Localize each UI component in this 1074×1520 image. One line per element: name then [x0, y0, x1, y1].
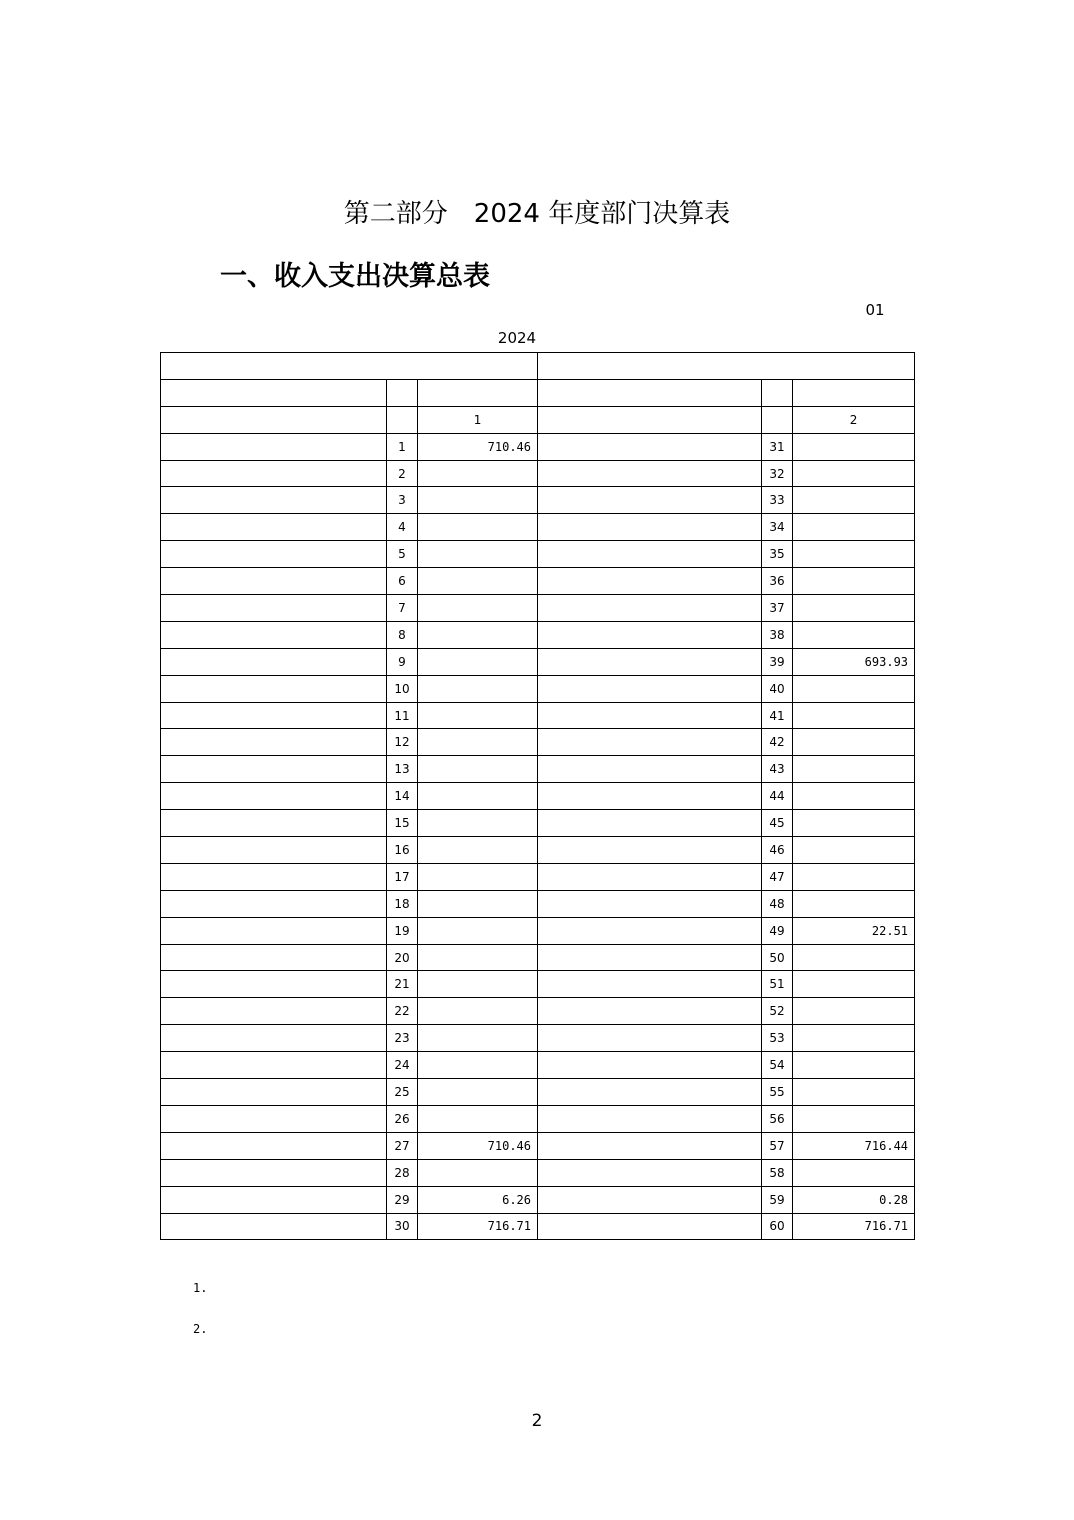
income-line-no: 15 — [387, 810, 418, 837]
income-item-cell — [161, 756, 387, 783]
table-row — [161, 837, 915, 864]
income-item-cell — [161, 487, 387, 514]
expense-item-cell — [538, 675, 762, 702]
income-item-cell — [161, 837, 387, 864]
income-line-colno — [387, 406, 418, 433]
income-line-no: 19 — [387, 917, 418, 944]
table-row — [161, 1186, 915, 1213]
expense-line-no: 46 — [762, 837, 793, 864]
income-line-no: 21 — [387, 971, 418, 998]
income-line-no: 23 — [387, 1025, 418, 1052]
income-line-no: 28 — [387, 1159, 418, 1186]
income-item-cell — [161, 460, 387, 487]
income-line-no: 26 — [387, 1105, 418, 1132]
income-amount — [418, 944, 538, 971]
income-line-no: 10 — [387, 675, 418, 702]
expense-line-header — [762, 379, 793, 406]
expense-line-no: 50 — [762, 944, 793, 971]
expense-amount — [793, 837, 915, 864]
page-number: 2 — [531, 1411, 543, 1431]
expense-amount — [793, 998, 915, 1025]
income-line-header — [387, 379, 418, 406]
table-row — [161, 890, 915, 917]
expense-amount — [793, 1105, 915, 1132]
expense-item-cell — [538, 702, 762, 729]
expense-amount — [793, 756, 915, 783]
income-item-cell — [161, 648, 387, 675]
income-item-cell — [161, 1159, 387, 1186]
header-row-sections — [161, 353, 915, 380]
income-line-no: 30 — [387, 1213, 418, 1240]
expense-item-cell — [538, 433, 762, 460]
expense-item-cell — [538, 1025, 762, 1052]
expense-line-no: 56 — [762, 1105, 793, 1132]
income-line-no: 18 — [387, 890, 418, 917]
expense-item-cell — [538, 648, 762, 675]
expense-line-no: 41 — [762, 702, 793, 729]
expense-amount — [793, 433, 915, 460]
header-row-column-numbers — [161, 406, 915, 433]
expense-amount-header — [793, 379, 915, 406]
income-line-no: 3 — [387, 487, 418, 514]
income-amount — [418, 890, 538, 917]
expense-item-colno — [538, 406, 762, 433]
expense-amount: 693.93 — [793, 648, 915, 675]
income-item-cell — [161, 810, 387, 837]
expense-amount — [793, 1159, 915, 1186]
income-section-header — [161, 353, 538, 380]
income-line-no: 2 — [387, 460, 418, 487]
expense-line-no: 60 — [762, 1213, 793, 1240]
expense-amount-colno: 2 — [793, 406, 915, 433]
income-line-no: 7 — [387, 595, 418, 622]
expense-item-cell — [538, 1186, 762, 1213]
note-1: 1. — [193, 1281, 208, 1295]
expense-line-no: 43 — [762, 756, 793, 783]
expense-amount — [793, 460, 915, 487]
income-amount — [418, 460, 538, 487]
income-line-no: 29 — [387, 1186, 418, 1213]
table-row — [161, 568, 915, 595]
income-amount — [418, 648, 538, 675]
table-row — [161, 917, 915, 944]
expense-amount: 716.71 — [793, 1213, 915, 1240]
income-amount — [418, 1079, 538, 1106]
expense-amount — [793, 702, 915, 729]
expense-line-no: 51 — [762, 971, 793, 998]
table-row — [161, 1105, 915, 1132]
table-row — [161, 675, 915, 702]
expense-line-no: 53 — [762, 1025, 793, 1052]
table-code: 01 — [865, 301, 885, 319]
table-row — [161, 756, 915, 783]
expense-item-cell — [538, 460, 762, 487]
income-item-cell — [161, 944, 387, 971]
income-line-no: 24 — [387, 1052, 418, 1079]
income-amount — [418, 998, 538, 1025]
income-line-no: 27 — [387, 1132, 418, 1159]
expense-line-no: 55 — [762, 1079, 793, 1106]
expense-item-cell — [538, 783, 762, 810]
expense-amount — [793, 1079, 915, 1106]
table-row — [161, 1159, 915, 1186]
income-line-no: 8 — [387, 621, 418, 648]
table-row — [161, 514, 915, 541]
table-row — [161, 1213, 915, 1240]
table-row — [161, 1132, 915, 1159]
income-amount — [418, 863, 538, 890]
expense-amount — [793, 890, 915, 917]
expense-amount — [793, 568, 915, 595]
table-row — [161, 702, 915, 729]
expense-item-cell — [538, 1105, 762, 1132]
income-item-cell — [161, 998, 387, 1025]
expense-line-no: 49 — [762, 917, 793, 944]
income-item-cell — [161, 675, 387, 702]
expense-line-no: 42 — [762, 729, 793, 756]
expense-line-colno — [762, 406, 793, 433]
table-row — [161, 1025, 915, 1052]
income-item-cell — [161, 1025, 387, 1052]
income-amount — [418, 1105, 538, 1132]
income-amount — [418, 702, 538, 729]
expense-line-no: 32 — [762, 460, 793, 487]
expense-line-no: 59 — [762, 1186, 793, 1213]
income-amount-header — [418, 379, 538, 406]
income-amount — [418, 1025, 538, 1052]
expense-amount — [793, 729, 915, 756]
expense-line-no: 52 — [762, 998, 793, 1025]
expense-amount: 0.28 — [793, 1186, 915, 1213]
expense-line-no: 40 — [762, 675, 793, 702]
table-row — [161, 595, 915, 622]
expense-item-cell — [538, 998, 762, 1025]
income-amount — [418, 756, 538, 783]
table-row — [161, 1052, 915, 1079]
income-amount: 710.46 — [418, 1132, 538, 1159]
expense-amount — [793, 863, 915, 890]
table-row — [161, 729, 915, 756]
income-amount — [418, 621, 538, 648]
table-row — [161, 460, 915, 487]
expense-amount: 22.51 — [793, 917, 915, 944]
income-item-cell — [161, 621, 387, 648]
expense-amount — [793, 675, 915, 702]
expense-line-no: 34 — [762, 514, 793, 541]
expense-item-cell — [538, 729, 762, 756]
income-amount — [418, 514, 538, 541]
income-amount — [418, 595, 538, 622]
expense-amount — [793, 487, 915, 514]
expense-line-no: 38 — [762, 621, 793, 648]
table-row — [161, 1079, 915, 1106]
expense-amount — [793, 621, 915, 648]
expense-line-no: 39 — [762, 648, 793, 675]
income-item-colno — [161, 406, 387, 433]
expense-item-cell — [538, 487, 762, 514]
expense-item-cell — [538, 837, 762, 864]
expense-item-cell — [538, 1079, 762, 1106]
table-row — [161, 433, 915, 460]
income-item-cell — [161, 595, 387, 622]
expense-line-no: 37 — [762, 595, 793, 622]
income-line-no: 6 — [387, 568, 418, 595]
income-item-cell — [161, 971, 387, 998]
expense-line-no: 54 — [762, 1052, 793, 1079]
income-expense-table — [160, 352, 915, 1240]
income-item-cell — [161, 568, 387, 595]
income-item-cell — [161, 783, 387, 810]
expense-item-cell — [538, 1213, 762, 1240]
expense-amount: 716.44 — [793, 1132, 915, 1159]
expense-item-header — [538, 379, 762, 406]
income-amount — [418, 729, 538, 756]
income-item-cell — [161, 433, 387, 460]
table-row — [161, 648, 915, 675]
income-item-header — [161, 379, 387, 406]
expense-line-no: 44 — [762, 783, 793, 810]
income-amount — [418, 675, 538, 702]
income-item-cell — [161, 702, 387, 729]
income-line-no: 17 — [387, 863, 418, 890]
header-row-columns — [161, 379, 915, 406]
table-row — [161, 487, 915, 514]
income-item-cell — [161, 917, 387, 944]
expense-item-cell — [538, 514, 762, 541]
expense-section-header — [538, 353, 915, 380]
income-item-cell — [161, 1079, 387, 1106]
income-line-no: 5 — [387, 541, 418, 568]
income-amount — [418, 568, 538, 595]
expense-amount — [793, 944, 915, 971]
expense-item-cell — [538, 971, 762, 998]
income-amount: 710.46 — [418, 433, 538, 460]
expense-item-cell — [538, 621, 762, 648]
income-amount: 6.26 — [418, 1186, 538, 1213]
income-amount: 716.71 — [418, 1213, 538, 1240]
expense-amount — [793, 971, 915, 998]
income-line-no: 9 — [387, 648, 418, 675]
expense-item-cell — [538, 595, 762, 622]
table-row — [161, 541, 915, 568]
income-line-no: 4 — [387, 514, 418, 541]
income-item-cell — [161, 863, 387, 890]
income-item-cell — [161, 1132, 387, 1159]
income-line-no: 11 — [387, 702, 418, 729]
income-amount — [418, 917, 538, 944]
income-item-cell — [161, 514, 387, 541]
income-amount — [418, 971, 538, 998]
income-amount — [418, 810, 538, 837]
income-item-cell — [161, 890, 387, 917]
income-line-no: 13 — [387, 756, 418, 783]
expense-item-cell — [538, 1052, 762, 1079]
income-amount — [418, 487, 538, 514]
expense-item-cell — [538, 863, 762, 890]
income-amount — [418, 783, 538, 810]
page-title: 第二部分 2024 年度部门决算表 — [343, 199, 731, 229]
expense-item-cell — [538, 917, 762, 944]
income-line-no: 22 — [387, 998, 418, 1025]
income-item-cell — [161, 729, 387, 756]
expense-line-no: 31 — [762, 433, 793, 460]
expense-line-no: 33 — [762, 487, 793, 514]
income-line-no: 12 — [387, 729, 418, 756]
income-item-cell — [161, 541, 387, 568]
expense-item-cell — [538, 1159, 762, 1186]
expense-item-cell — [538, 944, 762, 971]
table-year: 2024 — [497, 329, 537, 347]
expense-amount — [793, 514, 915, 541]
expense-line-no: 58 — [762, 1159, 793, 1186]
table-row — [161, 863, 915, 890]
expense-item-cell — [538, 1132, 762, 1159]
expense-amount — [793, 1025, 915, 1052]
expense-line-no: 45 — [762, 810, 793, 837]
income-amount — [418, 837, 538, 864]
income-amount — [418, 1159, 538, 1186]
income-item-cell — [161, 1186, 387, 1213]
income-amount-colno: 1 — [418, 406, 538, 433]
section-title: 一、收入支出决算总表 — [220, 261, 490, 292]
table-row — [161, 621, 915, 648]
table-row — [161, 783, 915, 810]
expense-amount — [793, 595, 915, 622]
income-amount — [418, 541, 538, 568]
expense-amount — [793, 783, 915, 810]
note-2: 2. — [193, 1322, 208, 1336]
expense-item-cell — [538, 810, 762, 837]
expense-item-cell — [538, 756, 762, 783]
expense-item-cell — [538, 541, 762, 568]
expense-line-no: 57 — [762, 1132, 793, 1159]
income-amount — [418, 1052, 538, 1079]
expense-line-no: 36 — [762, 568, 793, 595]
expense-item-cell — [538, 568, 762, 595]
income-line-no: 25 — [387, 1079, 418, 1106]
income-item-cell — [161, 1213, 387, 1240]
expense-item-cell — [538, 890, 762, 917]
income-line-no: 20 — [387, 944, 418, 971]
expense-line-no: 47 — [762, 863, 793, 890]
income-line-no: 1 — [387, 433, 418, 460]
income-item-cell — [161, 1105, 387, 1132]
income-item-cell — [161, 1052, 387, 1079]
income-line-no: 16 — [387, 837, 418, 864]
table-row — [161, 944, 915, 971]
expense-line-no: 35 — [762, 541, 793, 568]
expense-amount — [793, 1052, 915, 1079]
expense-line-no: 48 — [762, 890, 793, 917]
table-row — [161, 971, 915, 998]
table-row — [161, 998, 915, 1025]
expense-amount — [793, 810, 915, 837]
expense-amount — [793, 541, 915, 568]
table-row — [161, 810, 915, 837]
income-line-no: 14 — [387, 783, 418, 810]
